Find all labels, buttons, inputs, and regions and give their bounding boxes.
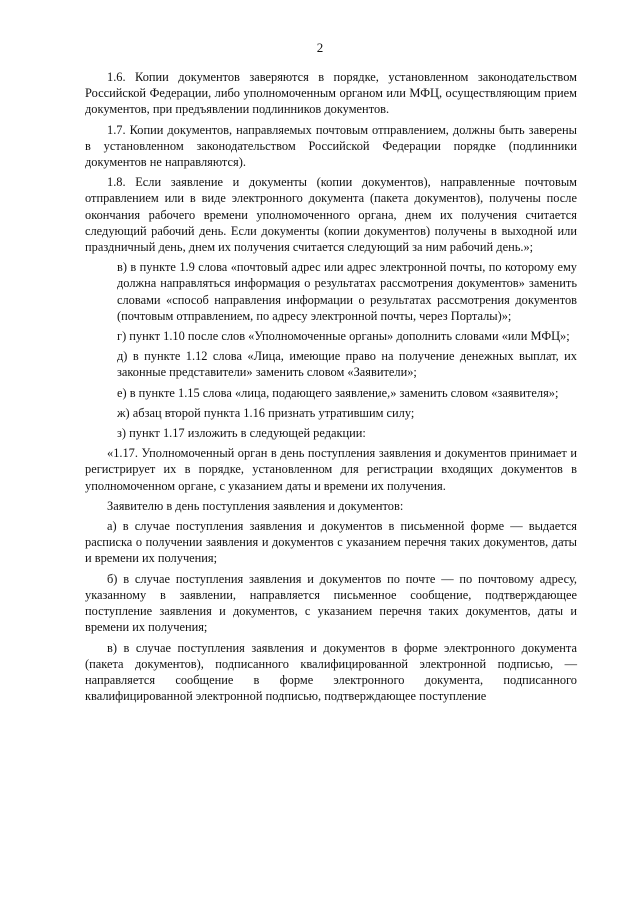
amendment-g: г) пункт 1.10 после слов «Уполномоченные органы» дополнить словами «или МФЦ»; — [117, 329, 570, 344]
paragraph-1-6: 1.6. Копии документов заверяются в порядке, установленном законодательством Российской Федерации, либо уполномоченным органом или МФЦ, осуществляющим прием документов, при предъявлении подлинников документов. — [85, 70, 577, 117]
paragraph-item-a: а) в случае поступления заявления и документов в письменной форме — выдается расписка о получении заявления и документов с указанием перечня таких документов, даты и времени их получения; — [85, 519, 577, 566]
paragraph-item-v: в) в случае поступления заявления и документов в форме электронного документа (пакета документов), подписанного квалифицированной электронной подписью, — направляется сообщение в форме электронного документа, подписанного квалифицированной электронной подписью, подтверждающее поступление — [85, 640, 577, 704]
amendment-e: е) в пункте 1.15 слова «лица, подающего заявление,» заменить словом «заявителя»; — [117, 385, 559, 400]
amendment-d: д) в пункте 1.12 слова «Лица, имеющие право на получение денежных выплат, их законные представители» заменить словом «Заявители»; — [117, 349, 577, 380]
amendment-z: з) пункт 1.17 изложить в следующей редакции: — [117, 426, 366, 441]
amendment-v: в) в пункте 1.9 слова «почтовый адрес или адрес электронной почты, по которому ему должна направляться информация о результатах рассмотрения документов» заменить словами «способ направления информации о результатах рассмотрения документов (почтовым отправлением, по адресу электронной почты, через Порталы)»; — [117, 260, 577, 323]
page-number: 2 — [316, 40, 324, 55]
paragraph-1-17: «1.17. Уполномоченный орган в день поступления заявления и документов принимает и регистрирует их в порядке, установленном для регистрации входящих документов в уполномоченном органе, с указанием даты и времени их получения. — [85, 446, 577, 493]
amendment-zh: ж) абзац второй пункта 1.16 признать утратившим силу; — [117, 405, 415, 420]
paragraph-item-b: б) в случае поступления заявления и документов по почте — по почтовому адресу, указанному в заявлении, направляется письменное сообщение, подтверждающее поступление заявления и документов, с указанием перечня таких документов, даты и времени их получения; — [85, 571, 577, 635]
paragraph-applicant-notice: Заявителю в день поступления заявления и документов: — [107, 498, 404, 513]
document-body — [85, 69, 577, 708]
paragraph-1-8: 1.8. Если заявление и документы (копии документов), направленные почтовым отправлением или в виде электронного документа (пакета документов), получены после окончания рабочего времени уполномоченного органа, днем их получения считается следующий рабочий день. Если документы (копии документов) получены в выходной или праздничный день, днем их получения считается следующий за ним рабочий день.»; — [85, 175, 577, 255]
paragraph-1-7: 1.7. Копии документов, направляемых почтовым отправлением, должны быть заверены в установленном законодательством Российской Федерации порядке (подлинники документов не направляются). — [85, 122, 577, 170]
